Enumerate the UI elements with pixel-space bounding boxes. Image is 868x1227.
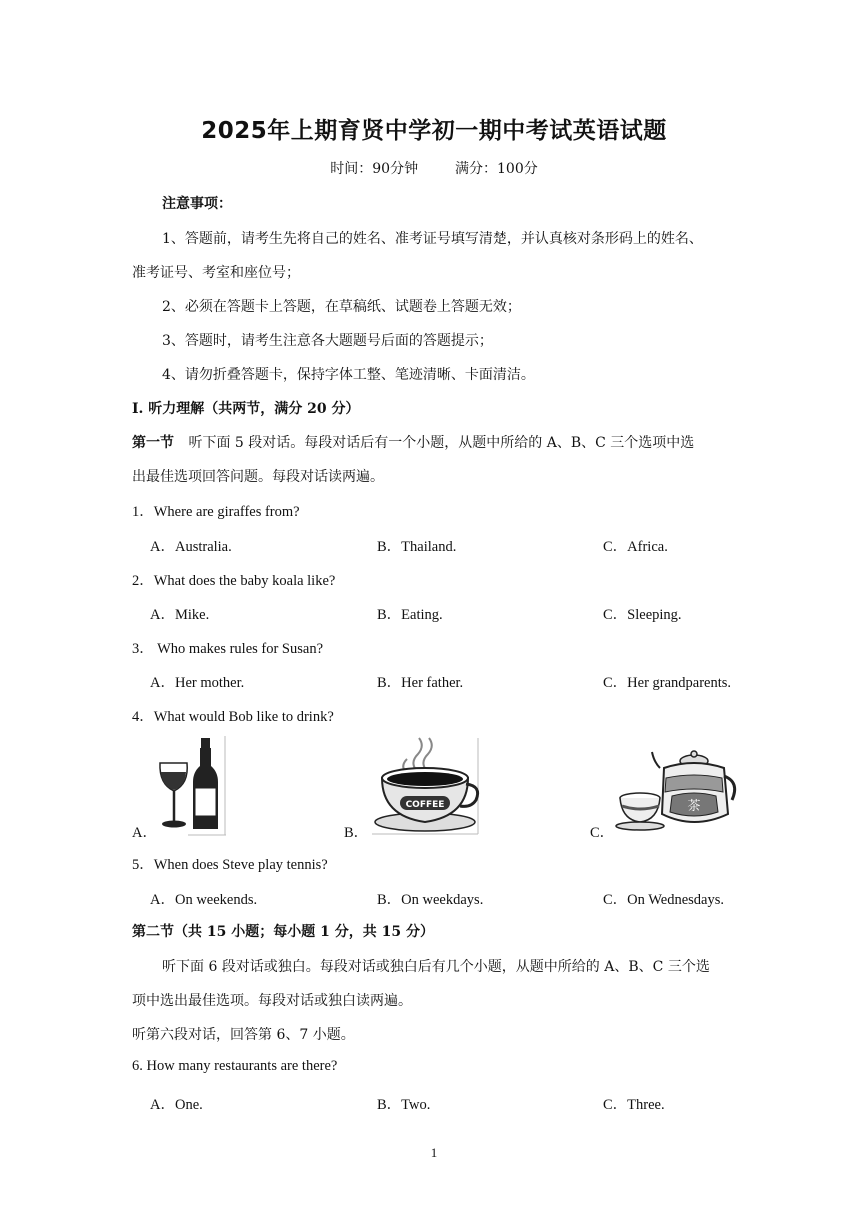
question-3-option-b: B．Her father. — [377, 675, 464, 691]
section-1-heading: I. 听力理解（共两节，满分 20 分） — [132, 401, 360, 417]
question-3-option-c: C．Her grandparents. — [603, 675, 732, 691]
part-1-label: 第一节 — [132, 435, 174, 451]
notice-item-3: 3、答题时，请考生注意各大题题号后面的答题提示； — [162, 333, 493, 349]
question-5-option-b: B．On weekdays. — [377, 892, 484, 908]
question-3-option-a: A．Her mother. — [150, 675, 245, 691]
notice-item-1-line-2: 准考证号、考室和座位号； — [132, 265, 300, 281]
question-5-option-c: C．On Wednesdays. — [603, 892, 724, 908]
question-2-option-a: A．Mike. — [150, 607, 210, 623]
exam-info — [0, 158, 868, 178]
question-3: 3． Who makes rules for Susan? — [132, 641, 324, 657]
question-6: 6. How many restaurants are there? — [132, 1058, 338, 1074]
question-6-option-a: A．One. — [150, 1097, 203, 1113]
notice-item-1-line-1: 1、答题前，请考生先将自己的姓名、准考证号填写清楚，并认真核对条形码上的姓名、 — [162, 231, 703, 247]
question-1: 1．Where are giraffes from? — [132, 504, 300, 520]
question-5-option-a: A．On weekends. — [150, 892, 258, 908]
exam-time: 时间：90分钟 — [330, 161, 419, 177]
question-5: 5．When does Steve play tennis? — [132, 857, 328, 873]
teapot-and-teacup-picture — [612, 746, 742, 836]
notice-item-4: 4、请勿折叠答题卡，保持字体工整、笔迹清晰、卡面清洁。 — [162, 367, 535, 383]
wine-bottle-and-glass-picture — [152, 736, 230, 836]
question-4: 4．What would Bob like to drink? — [132, 709, 334, 725]
coffee-label: COFFEE — [405, 800, 445, 810]
part-2-intro-line-1: 听下面 6 段对话或独白。每段对话或独白后有几个小题，从题中所给的 A、B、C 三个选 — [162, 959, 710, 975]
question-4-option-c: C． — [590, 825, 615, 841]
part-1-line-2: 出最佳选项回答问题。每段对话读两遍。 — [132, 469, 384, 485]
question-6-option-b: B．Two. — [377, 1097, 431, 1113]
dialog-6-instruction: 听第六段对话，回答第 6、7 小题。 — [132, 1027, 355, 1043]
notice-item-2: 2、必须在答题卡上答题，在草稿纸、试题卷上答题无效； — [162, 299, 521, 315]
question-2: 2．What does the baby koala like? — [132, 573, 336, 589]
svg-text:茶: 茶 — [687, 799, 701, 814]
question-4-option-a: A． — [132, 825, 157, 841]
coffee-cup-picture — [370, 736, 482, 836]
part-1-instructions: 听下面 5 段对话。每段对话后有一个小题，从题中所给的 A、B、C 三个选项中选 — [188, 435, 695, 451]
question-2-option-b: B．Eating. — [377, 607, 443, 623]
question-6-option-c: C．Three. — [603, 1097, 665, 1113]
part-2-intro-line-2: 项中选出最佳选项。每段对话或独白读两遍。 — [132, 993, 412, 1009]
part-2-heading: 第二节（共 15 小题；每小题 1 分，共 15 分） — [132, 924, 434, 940]
question-4-option-b: B． — [344, 825, 369, 841]
question-2-option-c: C．Sleeping. — [603, 607, 682, 623]
exam-score: 满分：100分 — [455, 161, 538, 177]
page-title: 2025年上期育贤中学初一期中考试英语试题 — [201, 118, 667, 144]
notice-heading: 注意事项： — [162, 196, 232, 212]
page-number: 1 — [430, 1145, 438, 1160]
question-1-option-b: B．Thailand. — [377, 539, 457, 555]
question-1-option-a: A．Australia. — [150, 539, 232, 555]
question-1-option-c: C．Africa. — [603, 539, 668, 555]
part-1-line-1 — [132, 432, 694, 452]
